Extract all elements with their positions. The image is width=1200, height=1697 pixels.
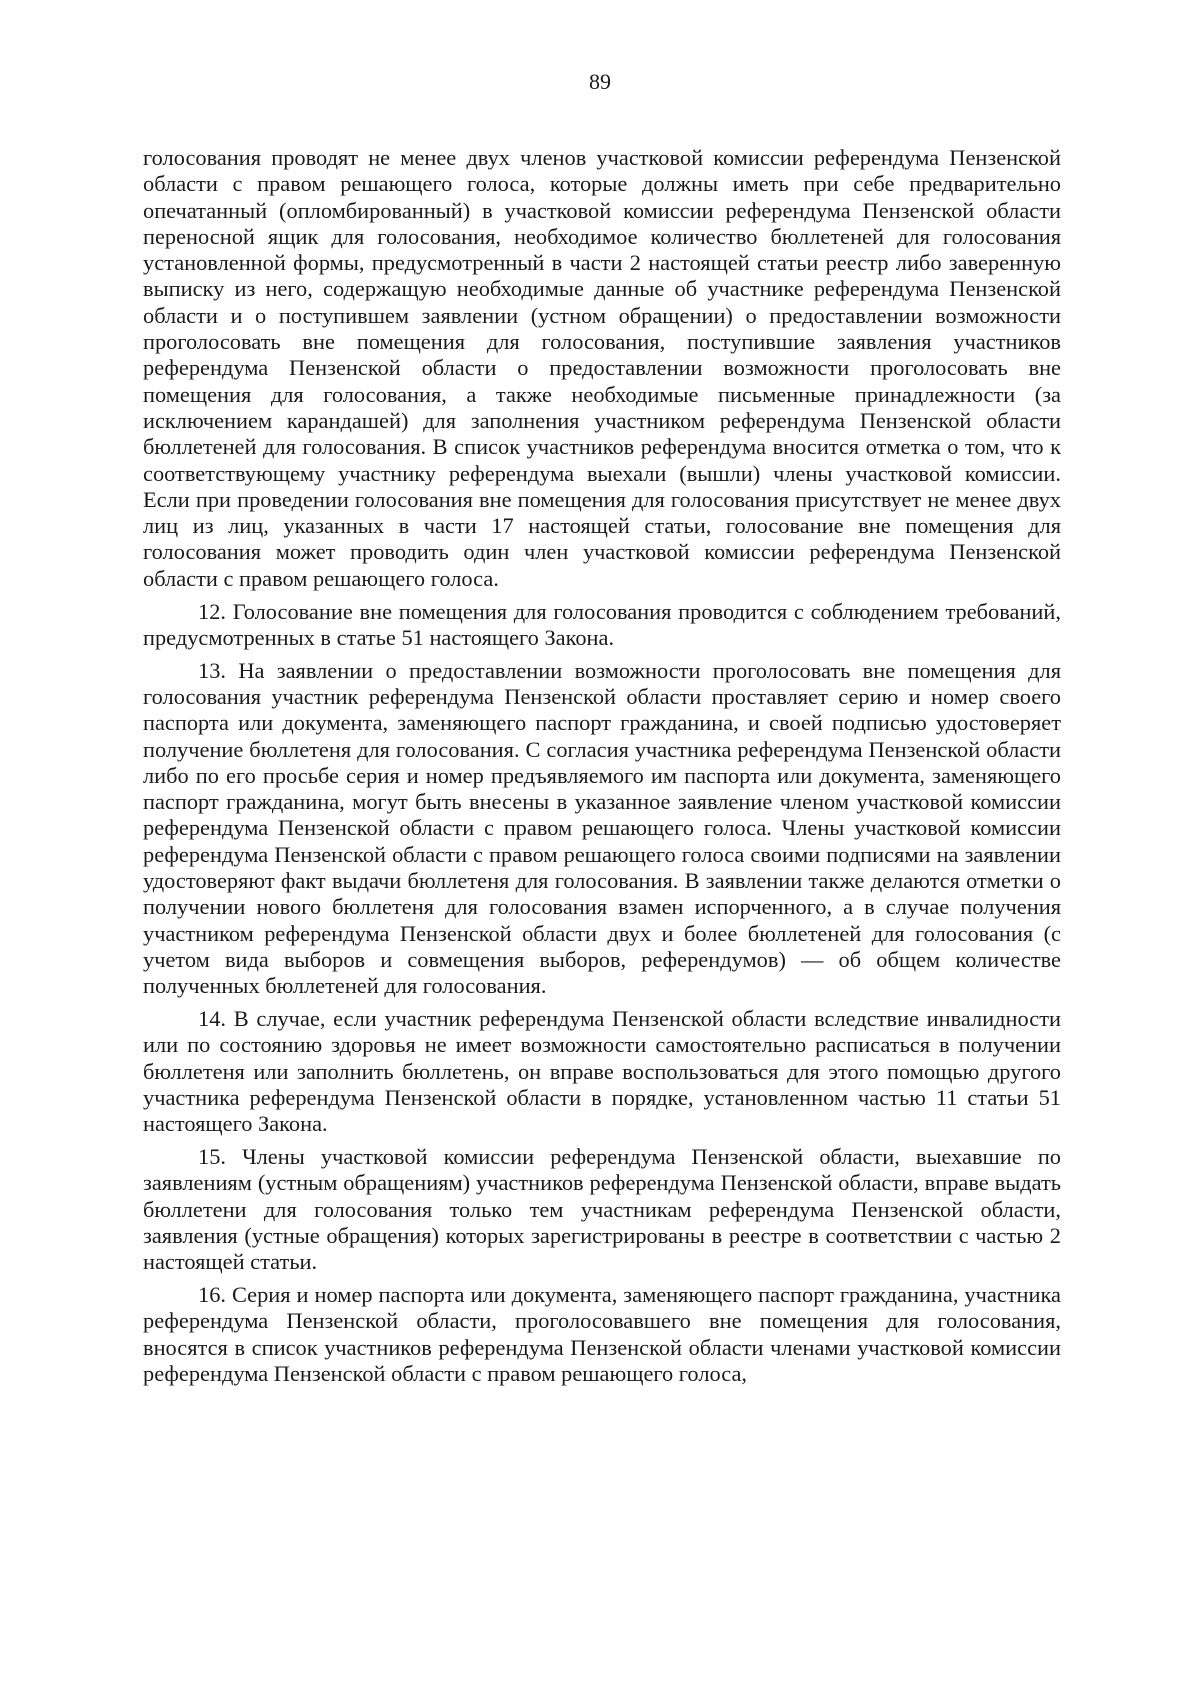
page-number: 89	[589, 69, 611, 94]
document-body	[143, 145, 1061, 1394]
paragraph-16: 16. Серия и номер паспорта или документа, заменяющего паспорт гражданина, участника референдума Пензенской области, проголосовавшего вне помещения для голосования, вносятся в список участников референдума Пензенской области членами участковой комиссии референдума Пензенской области с правом решающего голоса,	[143, 1281, 1061, 1386]
paragraph-13: 13. На заявлении о предоставлении возможности проголосовать вне помещения для голосования участник референдума Пензенской области проставляет серию и номер своего паспорта или документа, заменяющего паспорт гражданина, и своей подписью удостоверяет получение бюллетеня для голосования. С согласия участника референдума Пензенской области либо по его просьбе серия и номер предъявляемого им паспорта или документа, заменяющего паспорт гражданина, могут быть внесены в указанное заявление членом участковой комиссии референдума Пензенской области с правом решающего голоса. Члены участковой комиссии референдума Пензенской области с правом решающего голоса своими подписями на заявлении удостоверяют факт выдачи бюллетеня для голосования. В заявлении также делаются отметки о получении нового бюллетеня для голосования взамен испорченного, а в случае получения участником референдума Пензенской области двух и более бюллетеней для голосования (с учетом вида выборов и совмещения выборов, референдумов) — об общем количестве полученных бюллетеней для голосования.	[143, 657, 1061, 999]
paragraph-15: 15. Члены участковой комиссии референдума Пензенской области, выехавшие по заявлениям (устным обращениям) участников референдума Пензенской области, вправе выдать бюллетени для голосования только тем участникам референдума Пензенской области, заявления (устные обращения) которых зарегистрированы в реестре в соответствии с частью 2 настоящей статьи.	[143, 1143, 1061, 1275]
paragraph-continuation: голосования проводят не менее двух членов участковой комиссии референдума Пензенской области с правом решающего голоса, которые должны иметь при себе предварительно опечатанный (опломбированный) в участковой комиссии референдума Пензенской области переносной ящик для голосования, необходимое количество бюллетеней для голосования установленной формы, предусмотренный в части 2 настоящей статьи реестр либо заверенную выписку из него, содержащую необходимые данные об участнике референдума Пензенской области и о поступившем заявлении (устном обращении) о предоставлении возможности проголосовать вне помещения для голосования, поступившие заявления участников референдума Пензенской области о предоставлении возможности проголосовать вне помещения для голосования, а также необходимые письменные принадлежности (за исключением карандашей) для заполнения участником референдума Пензенской области бюллетеней для голосования. В список участников референдума вносится отметка о том, что к соответствующему участнику референдума выехали (вышли) члены участковой комиссии. Если при проведении голосования вне помещения для голосования присутствует не менее двух лиц из лиц, указанных в части 17 настоящей статьи, голосование вне помещения для голосования может проводить один член участковой комиссии референдума Пензенской области с правом решающего голоса.	[143, 145, 1061, 591]
paragraph-14: 14. В случае, если участник референдума Пензенской области вследствие инвалидности или по состоянию здоровья не имеет возможности самостоятельно расписаться в получении бюллетеня или заполнить бюллетень, он вправе воспользоваться для этого помощью другого участника референдума Пензенской области в порядке, установленном частью 11 статьи 51 настоящего Закона.	[143, 1006, 1061, 1137]
paragraph-12: 12. Голосование вне помещения для голосования проводится с соблюдением требований, предусмотренных в статье 51 настоящего Закона.	[143, 598, 1061, 650]
